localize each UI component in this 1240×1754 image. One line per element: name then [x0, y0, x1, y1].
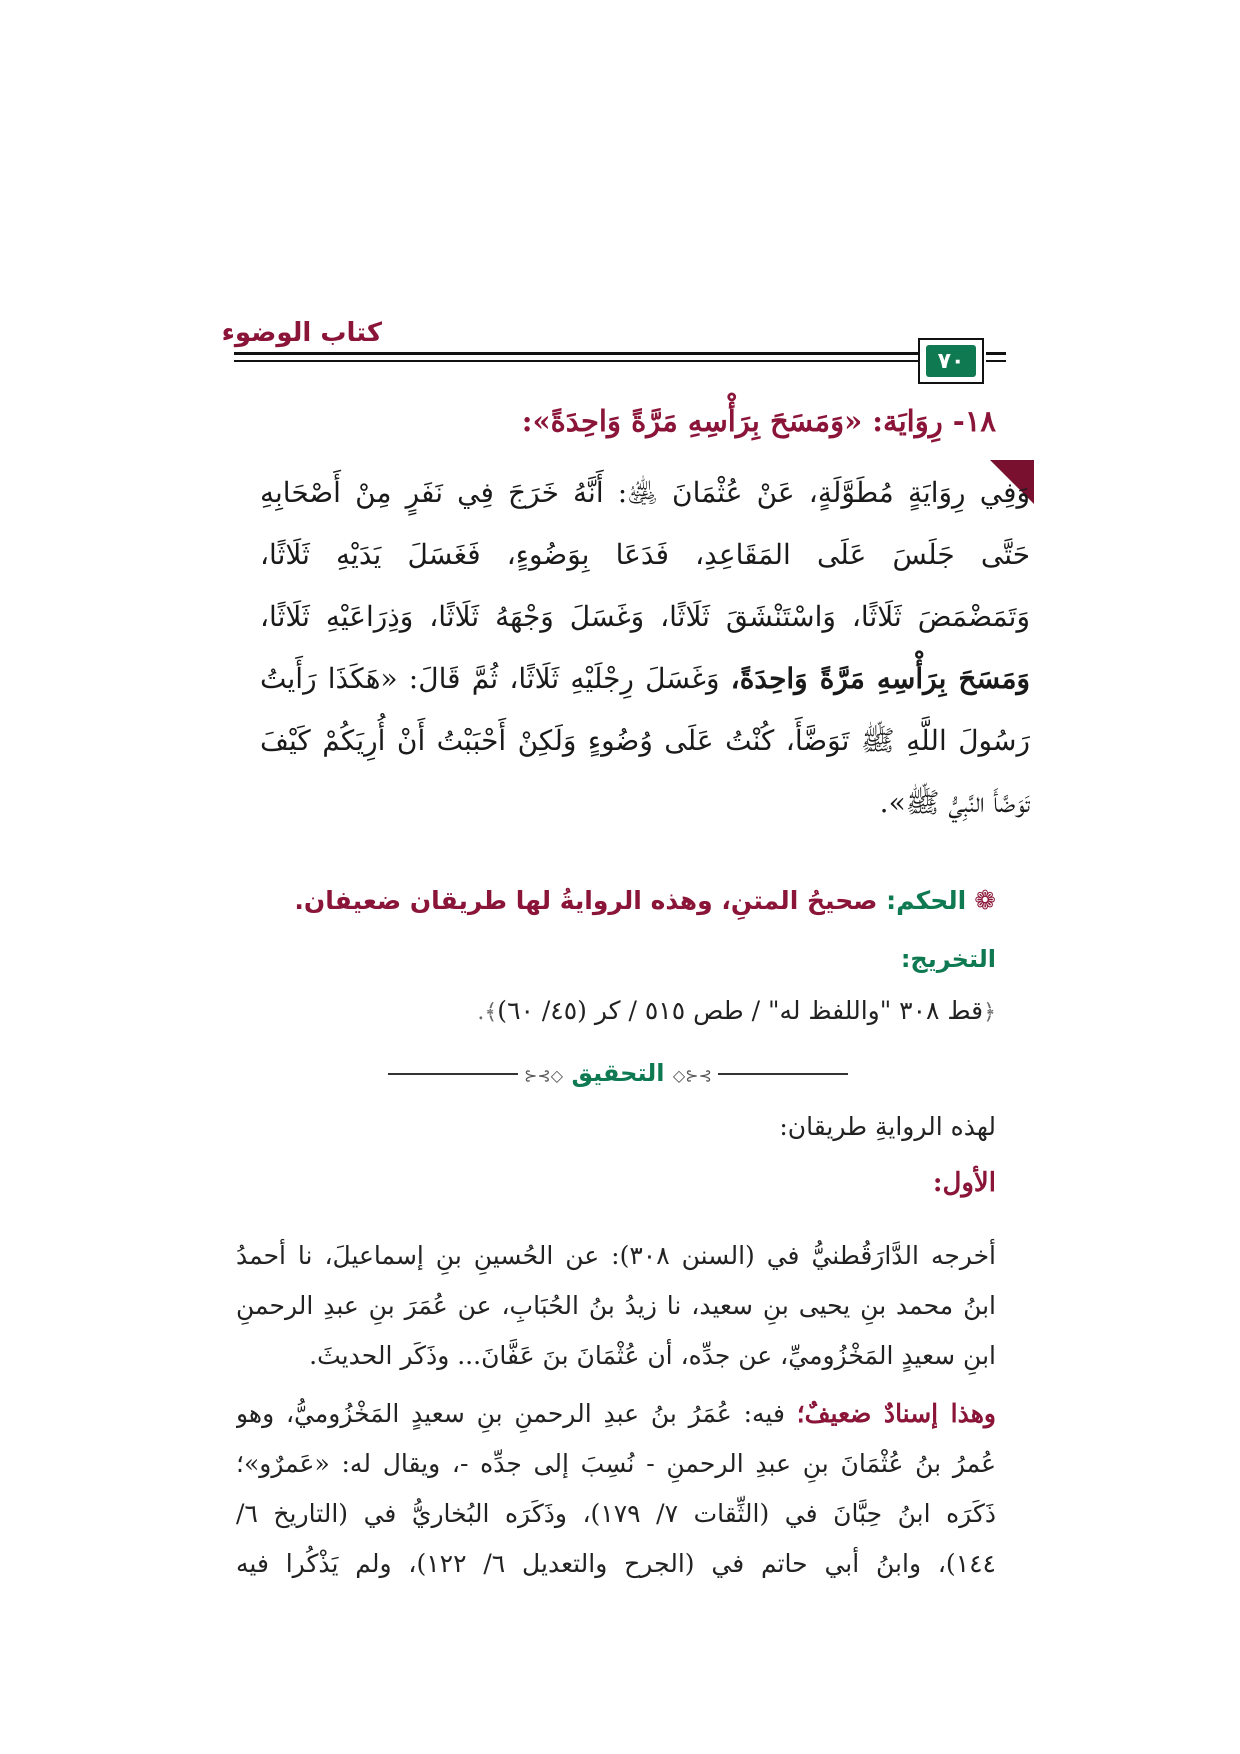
hadith-line: رَسُولَ اللَّهِ ﷺ تَوَضَّأَ، كُنْتُ عَلَى وُضُوءٍ وَلَكِنْ أَحْبَبْتُ أَنْ أُرِيَكُمْ كَيْفَ: [260, 724, 1030, 757]
header-rule-right-2: [986, 360, 1006, 362]
hadith-bold-phrase: وَمَسَحَ بِرَأْسِهِ مَرَّةً وَاحِدَةً،: [730, 662, 1030, 695]
flower-icon: ❁: [974, 886, 996, 916]
hadith-line-rest: وَغَسَلَ رِجْلَيْهِ ثَلَاثًا، ثُمَّ قَالَ: «هَكَذَا رَأَيتُ: [260, 662, 731, 695]
first-route-label: الأول:: [932, 1168, 996, 1198]
analysis-intro: لهذه الروايةِ طريقان:: [779, 1112, 996, 1141]
takhrij-label: التخريج:: [900, 945, 996, 973]
divider-title: [388, 1056, 848, 1093]
header-rule-bottom: [234, 360, 918, 362]
paragraph-line: ابنُ محمد بنِ يحيى بنِ سعيد، نا زيدُ بنُ الحُبَابِ، عن عُمَرَ بنِ عبدِ الرحمنِ: [236, 1291, 996, 1320]
section-heading: ١٨- رِوَايَة: «وَمَسَحَ بِرَأْسِهِ مَرَّةً وَاحِدَةً»:: [521, 404, 996, 438]
paragraph-line: ١٤٤)، وابنُ أبي حاتم في (الجرح والتعديل ٦/ ١٢٢)، ولم يَذْكُرا فيه: [236, 1549, 996, 1578]
paragraph-line: ابنِ سعيدٍ المَخْزُوميِّ، عن جدِّه، أن عُثْمَانَ بنَ عَفَّانَ... وذَكَر الحديثَ.: [309, 1341, 996, 1370]
paragraph-line-rest: فيه: عُمَرُ بنُ عبدِ الرحمنِ بنِ سعيدٍ المَخْزُوميُّ، وهو: [236, 1399, 797, 1428]
hadith-line: حَتَّى جَلَسَ عَلَى المَقَاعِدِ، فَدَعَا بِوَضُوءٍ، فَغَسَلَ يَدَيْهِ ثَلَاثًا،: [260, 538, 1030, 571]
hadith-line: تَوَضَّأَ النَّبِيُّ ﷺ».: [879, 786, 1030, 819]
page-number: ٧٠: [926, 345, 976, 377]
tahqiq-title: التحقيق: [571, 1059, 665, 1087]
book-title: كتاب الوضوء: [221, 318, 382, 348]
tahqiq-divider: [388, 1056, 848, 1090]
bracket-open: ﴿: [983, 1000, 996, 1025]
paragraph-line: عُمرُ بنُ عُثْمَانَ بنِ عبدِ الرحمنِ - نُسِبَ إلى جدِّه -، ويقال له: «عَمرٌو»؛: [236, 1449, 996, 1478]
page-number-badge: [918, 338, 984, 384]
hadith-line: وَتَمَضْمَضَ ثَلَاثًا، وَاسْتَنْشَقَ ثَلَاثًا، وَغَسَلَ وَجْهَهُ ثَلَاثًا، وَذِرَاعَيْهِ ثَلَاثًا،: [260, 600, 1030, 633]
takhrij-text: [477, 996, 996, 1025]
takhrij-sources: قط ٣٠٨ "واللفظ له" / طص ٥١٥ / كر (٤٥/ ٦٠): [497, 996, 984, 1025]
ruling-label: الحكم:: [886, 886, 967, 915]
ruling-text: صحيحُ المتنِ، وهذه الروايةُ لها طريقان ضعيفان.: [294, 886, 887, 915]
ornament-icon: ◇⊱⊰: [523, 1066, 564, 1085]
ruling: [294, 886, 996, 916]
header-rule-top: [234, 352, 918, 355]
paragraph-line: ذَكَرَه ابنُ حِبَّانَ في (الثِّقات ٧/ ١٧٩)، وذَكَرَه البُخاريُّ في (التاريخ ٦/: [236, 1499, 996, 1528]
hadith-line: وَفِي رِوَايَةٍ مُطَوَّلَةٍ، عَنْ عُثْمَانَ ﵁: أَنَّهُ خَرَجَ فِي نَفَرٍ مِنْ أَصْحَابِهِ: [260, 476, 1030, 509]
paragraph-line: أخرجه الدَّارَقُطنيُّ في (السنن ٣٠٨): عن الحُسينِ بنِ إسماعيلَ، نا أحمدُ: [236, 1241, 996, 1270]
hadith-box: [234, 460, 1034, 960]
header-rule-right: [986, 352, 1006, 355]
paragraph-line-with-weak: [236, 1392, 996, 1436]
ornament-icon: ⊱⊰◇: [672, 1066, 712, 1085]
bracket-close: ﴾.: [477, 1000, 498, 1025]
weak-chain-label: وهذا إسنادٌ ضعيفٌ؛: [796, 1399, 996, 1428]
hadith-line-with-bold: [260, 646, 1030, 712]
